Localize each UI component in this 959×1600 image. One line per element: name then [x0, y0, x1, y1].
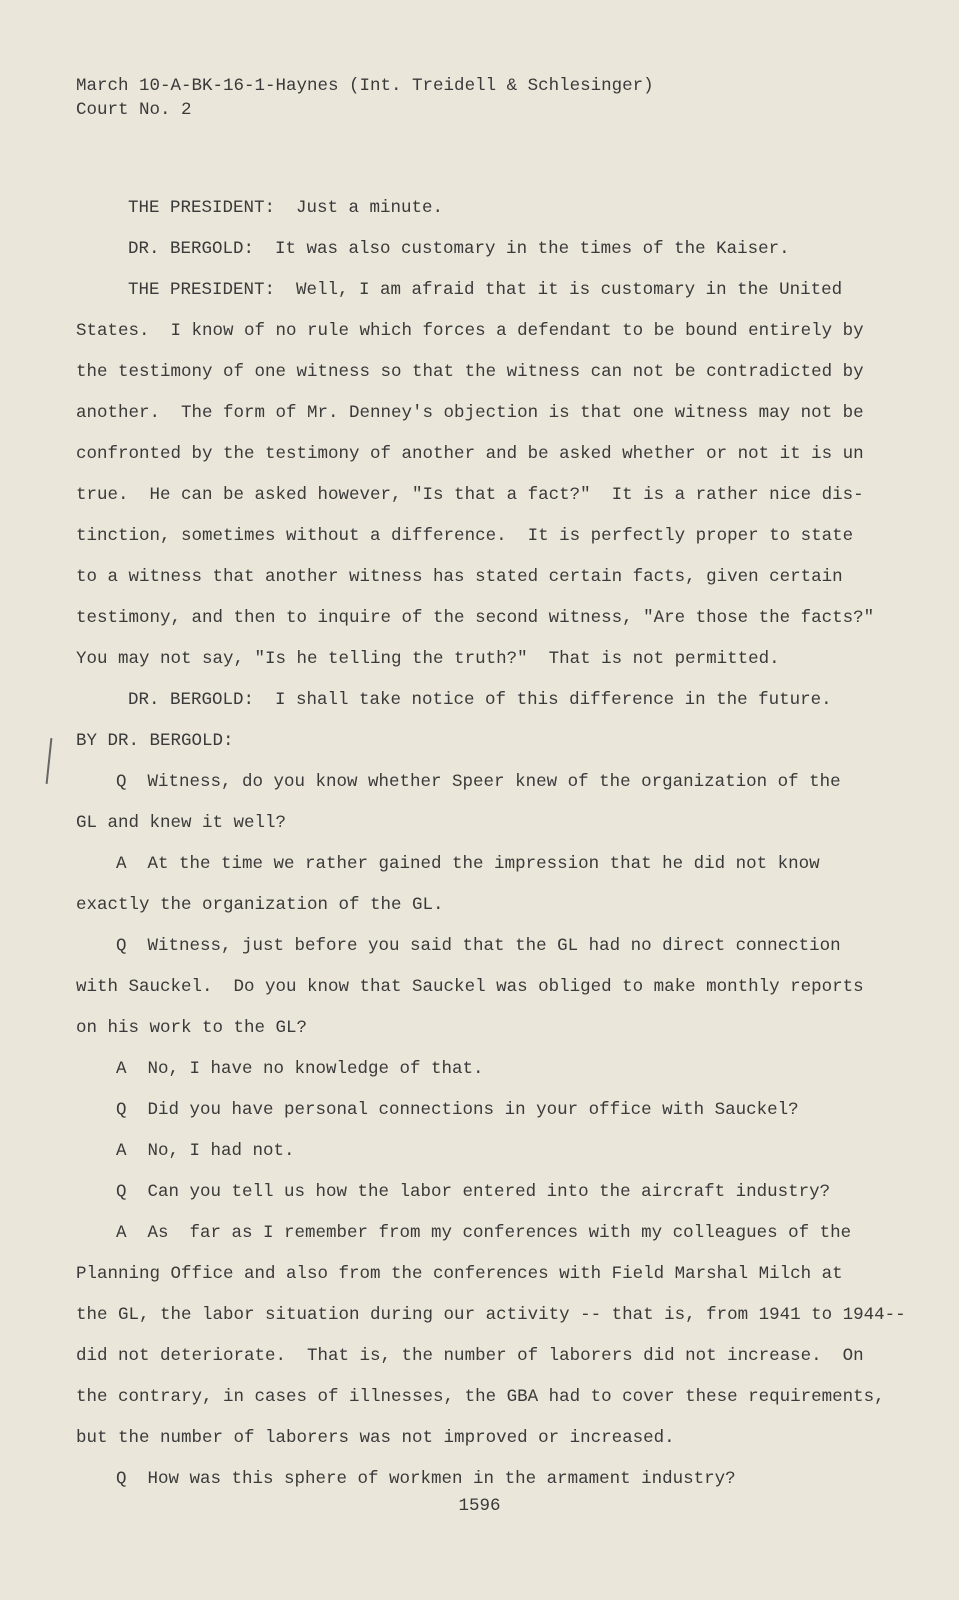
transcript-line: THE PRESIDENT: Well, I am afraid that it is customary in the United — [128, 280, 843, 300]
transcript-line: with Sauckel. Do you know that Sauckel was obliged to make monthly reports — [76, 977, 864, 997]
transcript-line: did not deteriorate. That is, the number of laborers did not increase. On — [76, 1346, 864, 1366]
page-number: 1596 — [458, 1496, 501, 1516]
margin-mark — [46, 738, 53, 784]
transcript-line: A As far as I remember from my conferences with my colleagues of the — [116, 1223, 852, 1243]
transcript-line: DR. BERGOLD: I shall take notice of this difference in the future. — [128, 690, 832, 710]
transcript-line: but the number of laborers was not improved or increased. — [76, 1428, 675, 1448]
transcript-line: the GL, the labor situation during our activity -- that is, from 1941 to 1944-- — [76, 1305, 906, 1325]
transcript-line: another. The form of Mr. Denney's objection is that one witness may not be — [76, 403, 864, 423]
transcript-line: Q How was this sphere of workmen in the armament industry? — [116, 1469, 736, 1489]
transcript-line: the contrary, in cases of illnesses, the GBA had to cover these requirements, — [76, 1387, 885, 1407]
transcript-line: You may not say, "Is he telling the truth?" That is not permitted. — [76, 649, 780, 669]
transcript-line: States. I know of no rule which forces a defendant to be bound entirely by — [76, 321, 864, 341]
transcript-line: DR. BERGOLD: It was also customary in the times of the Kaiser. — [128, 239, 790, 259]
transcript-line: confronted by the testimony of another and be asked whether or not it is un — [76, 444, 864, 464]
transcript-line: tinction, sometimes without a difference. It is perfectly proper to state — [76, 526, 854, 546]
transcript-line: BY DR. BERGOLD: — [76, 731, 234, 751]
transcript-line: exactly the organization of the GL. — [76, 895, 444, 915]
document-header — [76, 74, 654, 122]
transcript-line: A No, I have no knowledge of that. — [116, 1059, 484, 1079]
transcript-line: Q Witness, do you know whether Speer knew of the organization of the — [116, 772, 841, 792]
transcript-line: Q Witness, just before you said that the GL had no direct connection — [116, 936, 841, 956]
transcript-body — [76, 194, 906, 1502]
transcript-line: A No, I had not. — [116, 1141, 295, 1161]
transcript-line: Q Did you have personal connections in your office with Sauckel? — [116, 1100, 799, 1120]
transcript-line: THE PRESIDENT: Just a minute. — [128, 198, 444, 218]
transcript-line: on his work to the GL? — [76, 1018, 308, 1038]
transcript-line: GL and knew it well? — [76, 813, 287, 833]
transcript-line: to a witness that another witness has stated certain facts, given certain — [76, 567, 843, 587]
transcript-line: Q Can you tell us how the labor entered into the aircraft industry? — [116, 1182, 831, 1202]
header-court-line: Court No. 2 — [76, 100, 192, 120]
transcript-line: A At the time we rather gained the impression that he did not know — [116, 854, 820, 874]
header-case-line: March 10-A-BK-16-1-Haynes (Int. Treidell & Schlesinger) — [76, 76, 654, 96]
transcript-line: true. He can be asked however, "Is that a fact?" It is a rather nice dis- — [76, 485, 864, 505]
transcript-line: the testimony of one witness so that the witness can not be contradicted by — [76, 362, 864, 382]
transcript-line: Planning Office and also from the conferences with Field Marshal Milch at — [76, 1264, 843, 1284]
transcript-line: testimony, and then to inquire of the second witness, "Are those the facts?" — [76, 608, 875, 628]
